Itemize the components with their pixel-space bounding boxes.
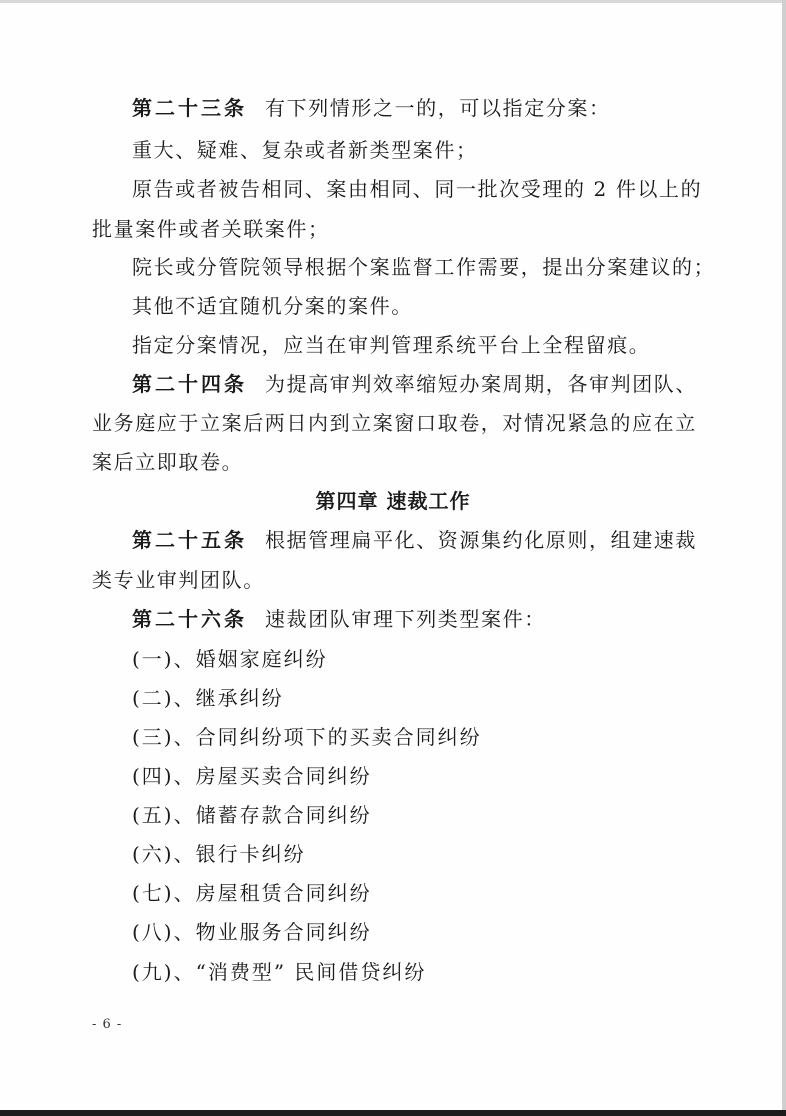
article-26-label: 第二十六条 [132,607,247,631]
article-23-label: 第二十三条 [132,96,247,120]
scan-edge-top [0,0,786,3]
article-25-text-1: 根据管理扁平化、资源集约化原则，组建速裁 [265,528,697,552]
article-24-line-2: 业务庭应于立案后两日内到立案窗口取卷，对情况紧急的应在立 [92,411,697,435]
scan-edge-bottom [0,1110,786,1116]
article-26-item-1: (一)、婚姻家庭纠纷 [132,647,328,671]
article-23-heading-line [132,94,696,122]
article-26-item-9: (九)、“消费型” 民间借贷纠纷 [132,960,427,984]
article-26-item-5: (五)、储蓄存款合同纠纷 [132,803,372,827]
article-23-item-3: 院长或分管院领导根据个案监督工作需要，提出分案建议的； [132,255,716,279]
article-25-label: 第二十五条 [132,528,247,552]
article-24-line-3: 案后立即取卷。 [92,450,244,474]
article-24-line-1 [132,370,696,398]
article-26-item-3: (三)、合同纠纷项下的买卖合同纠纷 [132,725,482,749]
article-24-text-1: 为提高审判效率缩短办案周期，各审判团队、 [265,372,697,396]
article-25-line-2: 类专业审判团队。 [92,568,265,592]
article-23-item-4: 其他不适宜随机分案的案件。 [132,294,413,318]
page-number: - 6 - [92,1017,123,1032]
chapter-4-title: 第四章 速裁工作 [315,489,471,513]
article-23-intro: 有下列情形之一的，可以指定分案： [265,96,611,120]
article-26-item-8: (八)、物业服务合同纠纷 [132,920,372,944]
article-26-intro: 速裁团队审理下列类型案件： [265,607,546,631]
article-26-item-2: (二)、继承纠纷 [132,686,284,710]
article-26-item-7: (七)、房屋租赁合同纠纷 [132,881,372,905]
article-23-item-2: 原告或者被告相同、案由相同、同一批次受理的 2 件以上的 [132,177,703,201]
article-24-label: 第二十四条 [132,372,247,396]
article-26-item-6: (六)、银行卡纠纷 [132,842,306,866]
article-26-heading-line [132,605,696,633]
article-23-item-1: 重大、疑难、复杂或者新类型案件； [132,138,478,162]
article-25-line-1 [132,526,696,554]
scan-edge-right [782,0,786,1116]
article-26-item-4: (四)、房屋买卖合同纠纷 [132,764,372,788]
article-23-item-2-cont: 批量案件或者关联案件； [92,217,330,241]
article-23-note: 指定分案情况，应当在审判管理系统平台上全程留痕。 [132,333,651,357]
